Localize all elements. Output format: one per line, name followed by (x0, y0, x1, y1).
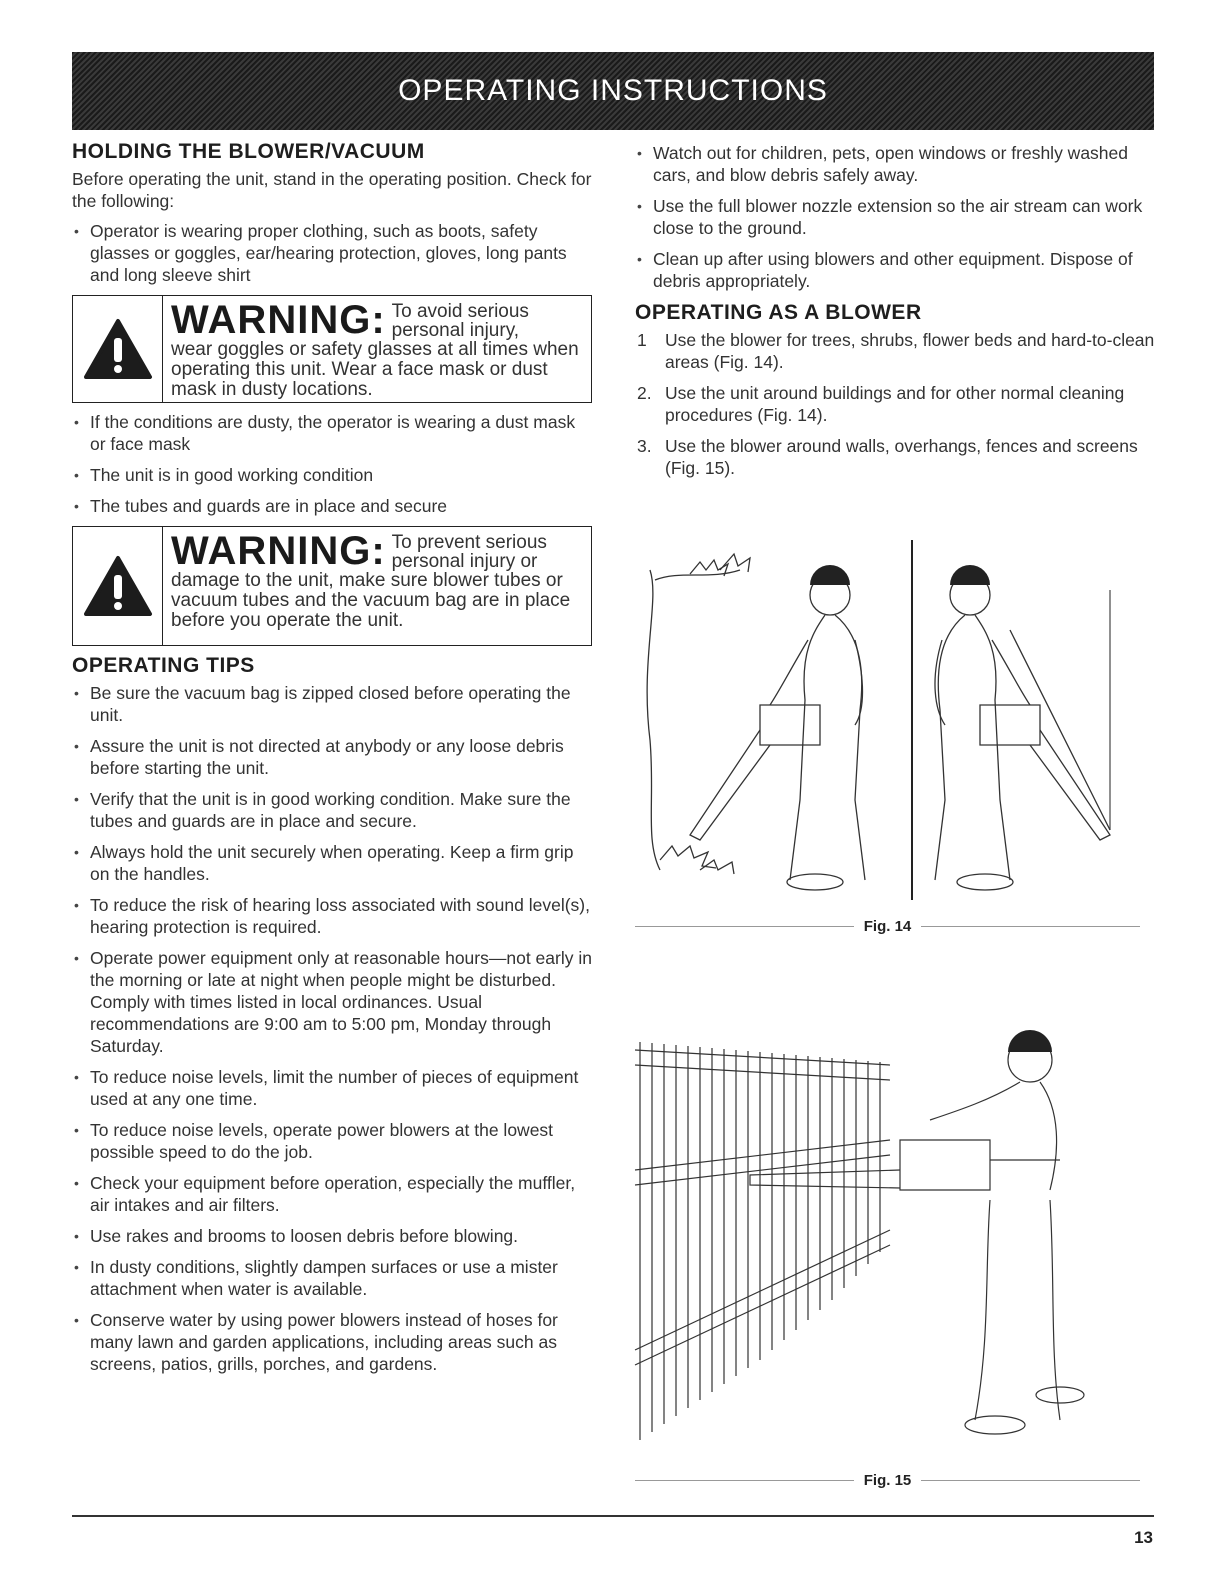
list-item: • Operator is wearing proper clothing, such as boots, safety glasses or goggles, ear/hearing protection, gloves, long pants and long sleeve shirt (74, 221, 567, 285)
footer-rule (72, 1515, 1154, 1517)
list-item: 3. Use the blower around walls, overhangs, fences and screens (Fig. 15). (637, 436, 1138, 478)
warning-lead: To avoid serious personal injury, (391, 301, 529, 341)
warning-body: damage to the unit, make sure blower tubes or vacuum tubes and the vacuum bag are in place before you operate the unit. (171, 570, 571, 631)
list-item: • Be sure the vacuum bag is zipped closed before operating the unit. (74, 683, 571, 725)
blower-steps (635, 329, 1155, 479)
list-item: 1 Use the blower for trees, shrubs, flower beds and hard-to-clean areas (Fig. 14). (637, 330, 1155, 372)
warning-body: wear goggles or safety glasses at all times when operating this unit. Wear a face mask or dust mask in dusty locations. (171, 339, 579, 400)
list-item: • To reduce the risk of hearing loss associated with sound level(s), hearing protection is required. (74, 895, 590, 937)
list-item: • Assure the unit is not directed at anybody or any loose debris before starting the unit. (74, 736, 564, 778)
list-item: • The unit is in good working condition (74, 465, 374, 485)
fig14-illustration (630, 540, 1150, 910)
fig14-label: Fig. 14 (863, 918, 912, 935)
section-heading-holding: HOLDING THE BLOWER/VACUUM (72, 140, 425, 163)
list-item: • The tubes and guards are in place and secure (74, 496, 448, 516)
list-item: 2. Use the unit around buildings and for other normal cleaning procedures (Fig. 14). (637, 383, 1125, 425)
list-item: • To reduce noise levels, operate power blowers at the lowest possible speed to do the job. (74, 1120, 554, 1162)
list-item: • Operate power equipment only at reasonable hours—not early in the morning or late at night when people might be disturbed. Comply with times listed in local ordinances. Usual recommendations are 9:00 am to 5:00 pm, Monday through Saturday. (74, 948, 592, 1056)
warning-label: WARNING: (171, 298, 386, 342)
warning-lead: To prevent serious personal injury or (391, 532, 547, 572)
list-item: • Always hold the unit securely when operating. Keep a firm grip on the handles. (74, 842, 574, 884)
list-item: • Watch out for children, pets, open windows or freshly washed cars, and blow debris safely away. (637, 143, 1129, 185)
page-title: OPERATING INSTRUCTIONS (398, 74, 828, 107)
holding-intro: Before operating the unit, stand in the operating position. Check for the following: (72, 169, 592, 211)
left-column (72, 140, 592, 1384)
holding-checklist-1 (72, 220, 592, 286)
right-tips-list (635, 142, 1155, 292)
list-item: • If the conditions are dusty, the operator is wearing a dust mask or face mask (74, 412, 576, 454)
list-item: • Use rakes and brooms to loosen debris before blowing. (74, 1226, 519, 1246)
warning-box-goggles (72, 295, 592, 403)
list-item: • Check your equipment before operation, especially the muffler, air intakes and air filters. (74, 1173, 576, 1215)
warning-box-tubes (72, 526, 592, 646)
holding-checklist-2 (72, 411, 592, 517)
fig15-caption (635, 1472, 1140, 1489)
warning-label: WARNING: (171, 529, 386, 573)
list-item: • To reduce noise levels, limit the number of pieces of equipment used at any one time. (74, 1067, 579, 1109)
warning-triangle-icon (73, 296, 163, 402)
list-item: • Use the full blower nozzle extension so the air stream can work close to the ground. (637, 196, 1143, 238)
section-heading-blower: OPERATING AS A BLOWER (635, 301, 922, 324)
fig15-label: Fig. 15 (863, 1472, 912, 1489)
list-item: • Verify that the unit is in good working condition. Make sure the tubes and guards are in place and secure. (74, 789, 571, 831)
page-number: 13 (1134, 1528, 1153, 1547)
list-item: • In dusty conditions, slightly dampen surfaces or use a mister attachment when water is available. (74, 1257, 558, 1299)
header-banner (72, 52, 1154, 130)
section-heading-tips: OPERATING TIPS (72, 654, 255, 677)
list-item: • Clean up after using blowers and other equipment. Dispose of debris appropriately. (637, 249, 1133, 291)
warning-triangle-icon (73, 527, 163, 645)
list-item: • Conserve water by using power blowers instead of hoses for many lawn and garden applications, including areas such as screens, patios, grills, porches, and gardens. (74, 1310, 558, 1374)
right-column (635, 140, 1155, 488)
fig14-caption (635, 918, 1140, 935)
tips-list (72, 682, 592, 1375)
fig15-illustration (630, 1020, 1150, 1450)
